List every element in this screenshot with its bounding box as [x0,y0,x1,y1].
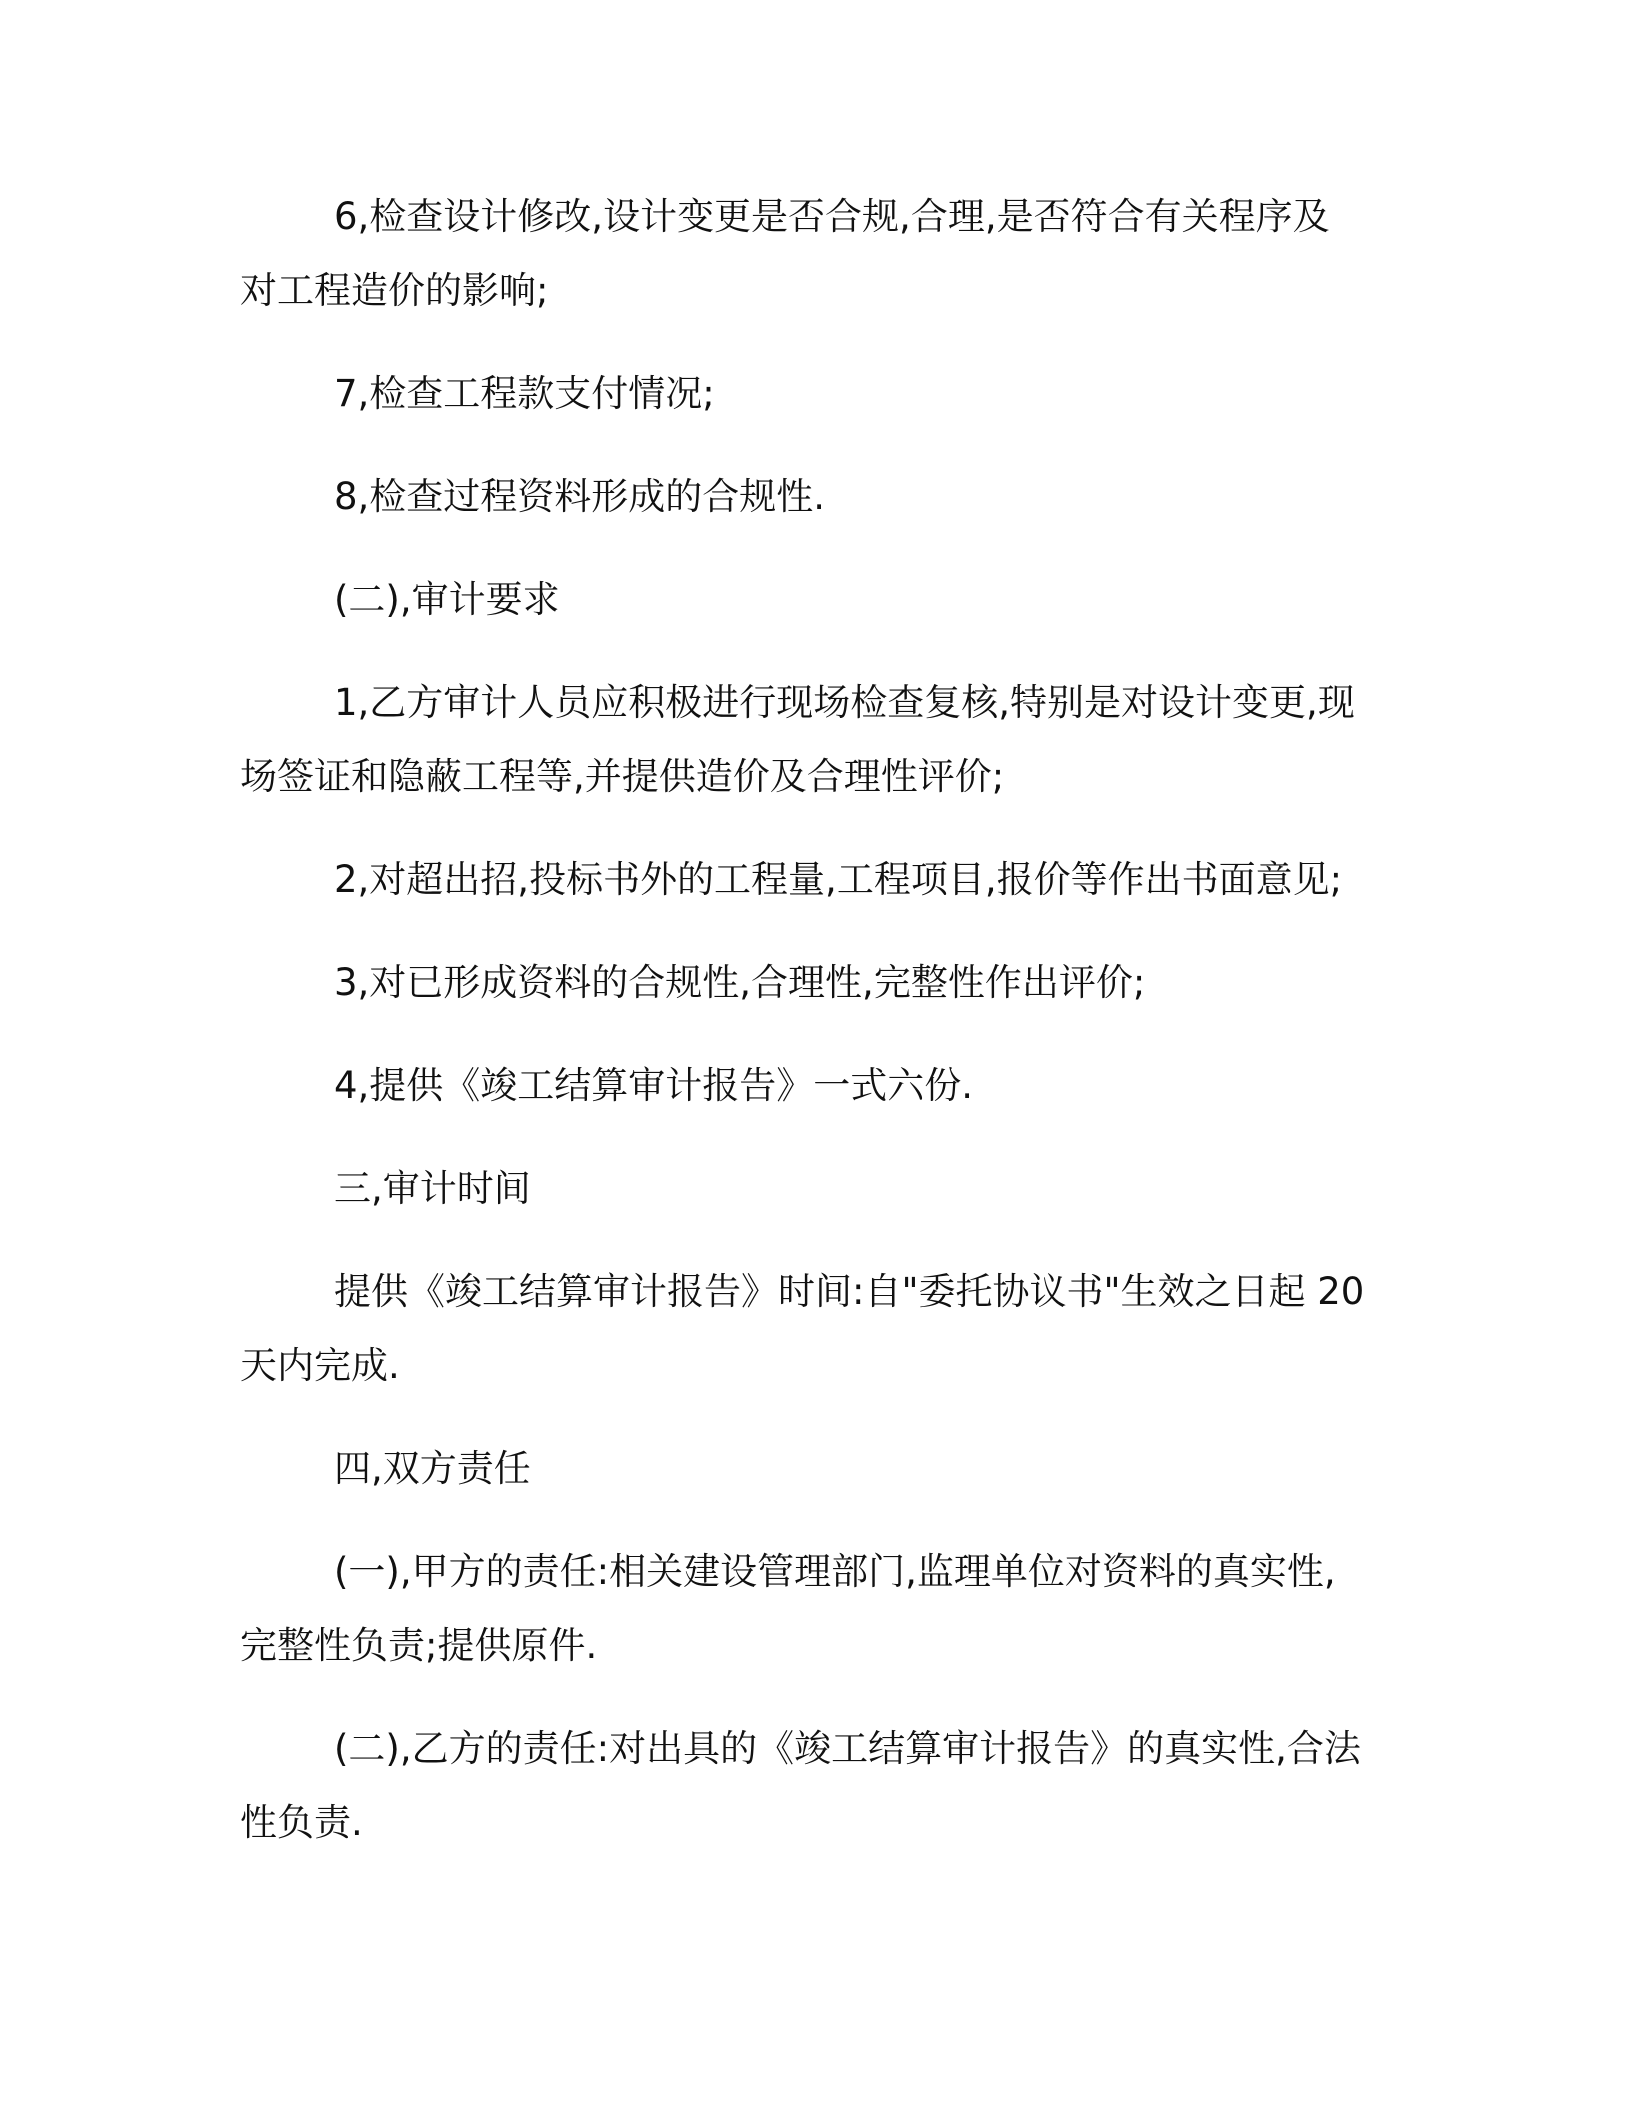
section-heading-audit-time: 三,审计时间 [334,1167,531,1210]
paragraph-item-8: 8,检查过程资料形成的合规性. [334,475,826,518]
paragraph-item-7: 7,检查工程款支付情况; [334,372,715,415]
document-page [240,180,1365,1889]
paragraph-requirement-1: 1,乙方审计人员应积极进行现场检查复核,特别是对设计变更,现场签证和隐蔽工程等,并提供造价及合理性评价; [240,681,1355,798]
section-heading-audit-requirements: (二),审计要求 [334,578,560,621]
paragraph-requirement-4: 4,提供《竣工结算审计报告》一式六份. [334,1064,974,1107]
paragraph-party-b-responsibility: (二),乙方的责任:对出具的《竣工结算审计报告》的真实性,合法性负责. [240,1727,1361,1844]
paragraph-requirement-2: 2,对超出招,投标书外的工程量,工程项目,报价等作出书面意见; [334,858,1343,901]
paragraph-party-a-responsibility: (一),甲方的责任:相关建设管理部门,监理单位对资料的真实性,完整性负责;提供原件. [240,1550,1336,1667]
paragraph-audit-time: 提供《竣工结算审计报告》时间:自"委托协议书"生效之日起 20 天内完成. [240,1270,1365,1387]
paragraph-requirement-3: 3,对已形成资料的合规性,合理性,完整性作出评价; [334,961,1146,1004]
paragraph-item-6: 6,检查设计修改,设计变更是否合规,合理,是否符合有关程序及对工程造价的影响; [240,195,1330,312]
section-heading-responsibilities: 四,双方责任 [334,1447,531,1490]
